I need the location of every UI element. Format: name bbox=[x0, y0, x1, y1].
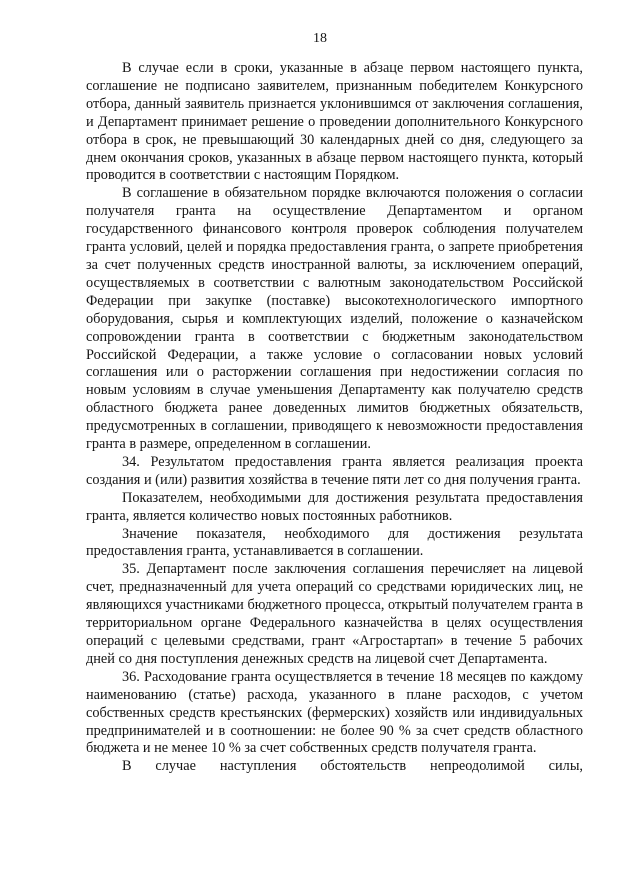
page-number: 18 bbox=[313, 31, 327, 46]
paragraph-indicator-value: Значение показателя, необходимого для достижения результата предоставления гранта, устанавливается в соглашении. bbox=[86, 525, 583, 560]
paragraph-item-35-transfer: 35. Департамент после заключения соглашения перечисляет на лицевой счет, предназначенный для учета операций со средствами юридических лиц, не являющихся участниками бюджетного процесса, открытый получателем гранта в территориальном органе Федерального казначейства в целях осуществления операций с целевыми средствами, грант «Агростартап» в течение 5 рабочих дней со дня поступления денежных средств на лицевой счет Департамента. bbox=[86, 561, 583, 667]
paragraph-item-36-spending: 36. Расходование гранта осуществляется в течение 18 месяцев по каждому наименованию (статье) расхода, указанного в плане расходов, с учетом собственных средств крестьянских (фермерских) хозяйств или индивидуальных предпринимателей и в соотношении: не более 90 % за счет средств областного бюджета и не менее 10 % за счет собственных средств получателя гранта. bbox=[86, 668, 583, 757]
paragraph-agreement-provisions: В соглашение в обязательном порядке включаются положения о согласии получателя гранта на осуществление Департаментом и органом государственного финансового контроля проверок соблюдения получателем гранта условий, целей и порядка предоставления гранта, о запрете приобретения за счет полученных средств иностранной валюты, за исключением операций, осуществляемых в соответствии с валютным законодательством Российской Федерации при закупке (поставке) высокотехнологического импортного оборудования, сырья и комплектующих изделий, положение о казначейском сопровождении гранта в соответствии с бюджетным законодательством Российской Федерации, а также условие о согласовании новых условий соглашения или о расторжении соглашения при недостижении согласия по новым условиям в случае уменьшения Департаменту как получателю средств областного бюджета ранее доведенных лимитов бюджетных обязательств, предусмотренных в соглашении, приводящего к невозможности предоставления гранта в размере, определенном в соглашении. bbox=[86, 185, 583, 453]
paragraph-indicator: Показателем, необходимыми для достижения результата предоставления гранта, является количество новых постоянных работников. bbox=[86, 489, 583, 524]
paragraph-signing-deadline: В случае если в сроки, указанные в абзаце первом настоящего пункта, соглашение не подписано заявителем, признанным победителем Конкурсного отбора, данный заявитель признается уклонившимся от заключения соглашения, и Департамент принимает решение о проведении дополнительного Конкурсного отбора в срок, не превышающий 30 календарных дней со дня, следующего за днем окончания сроков, указанных в абзаце первом настоящего пункта, который проводится в соответствии с настоящим Порядком. bbox=[86, 60, 583, 184]
paragraph-force-majeure: В случае наступления обстоятельств непреодолимой силы, bbox=[122, 758, 583, 775]
document-body bbox=[86, 60, 583, 776]
paragraph-item-34-result: 34. Результатом предоставления гранта является реализация проекта создания и (или) развития хозяйства в течение пяти лет со дня получения гранта. bbox=[86, 453, 583, 488]
